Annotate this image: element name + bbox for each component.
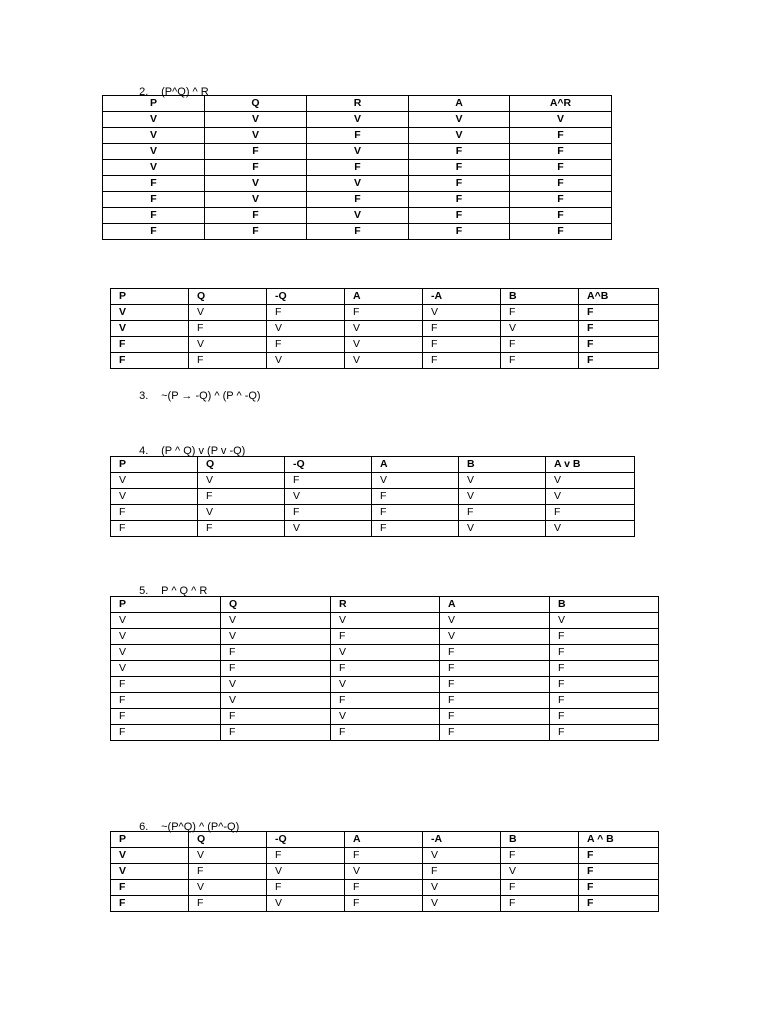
table-cell: V (267, 864, 345, 880)
table-cell: F (510, 208, 612, 224)
table-cell: F (423, 864, 501, 880)
table-cell: V (423, 305, 501, 321)
table-cell: F (198, 521, 285, 537)
heading-exercise-3 (133, 375, 261, 403)
column-header: Q (189, 832, 267, 848)
table-cell: V (550, 613, 659, 629)
table-cell: F (409, 224, 510, 240)
table-cell: V (198, 473, 285, 489)
table-cell: F (307, 160, 409, 176)
table-cell: F (345, 305, 423, 321)
heading-exercise-4 (133, 430, 245, 458)
table-row (111, 305, 659, 321)
table-cell: F (331, 661, 440, 677)
table-cell: V (409, 112, 510, 128)
table-row (111, 864, 659, 880)
table-cell: F (510, 160, 612, 176)
column-header: B (501, 832, 579, 848)
table-cell: F (550, 677, 659, 693)
table-cell: F (550, 661, 659, 677)
table-row (111, 521, 635, 537)
table-cell: V (267, 896, 345, 912)
table-cell: F (579, 880, 659, 896)
truth-table-exercise-4 (110, 456, 635, 537)
table-cell: F (111, 677, 221, 693)
table-cell: V (440, 613, 550, 629)
table-cell: F (189, 896, 267, 912)
table-cell: F (307, 224, 409, 240)
table-cell: F (111, 521, 198, 537)
table-cell: V (189, 305, 267, 321)
table-cell: V (345, 864, 423, 880)
table-cell: F (221, 725, 331, 741)
truth-table-exercise-6 (110, 831, 659, 912)
table-cell: F (267, 848, 345, 864)
table-cell: F (111, 337, 189, 353)
table-cell: V (307, 112, 409, 128)
table-cell: F (579, 848, 659, 864)
table-cell: F (579, 305, 659, 321)
table-cell: V (285, 521, 372, 537)
table-cell: F (221, 709, 331, 725)
table-row (111, 505, 635, 521)
column-header: P (111, 289, 189, 305)
table-cell: V (307, 208, 409, 224)
table-cell: V (111, 629, 221, 645)
table-cell: F (550, 725, 659, 741)
table-cell: F (267, 337, 345, 353)
table-cell: V (510, 112, 612, 128)
column-header: -A (423, 832, 501, 848)
table-cell: F (331, 725, 440, 741)
table-body (103, 96, 612, 240)
column-header: Q (198, 457, 285, 473)
column-header: P (111, 832, 189, 848)
column-header: A^R (510, 96, 612, 112)
table-cell: V (501, 321, 579, 337)
heading-exercise-5 (133, 570, 207, 598)
table-cell: F (111, 880, 189, 896)
column-header: A (345, 289, 423, 305)
table-cell: V (189, 880, 267, 896)
table-cell: F (550, 645, 659, 661)
table-cell: F (285, 473, 372, 489)
table-row (111, 337, 659, 353)
table-cell: V (331, 709, 440, 725)
table-body (111, 457, 635, 537)
truth-table-exercise-5 (110, 596, 659, 741)
table-row (103, 192, 612, 208)
table-cell: V (198, 505, 285, 521)
column-header: -Q (285, 457, 372, 473)
table-cell: V (111, 848, 189, 864)
table-row (111, 896, 659, 912)
table-cell: F (409, 176, 510, 192)
column-header: B (501, 289, 579, 305)
table-header-row (111, 832, 659, 848)
table-cell: V (111, 321, 189, 337)
table-cell: F (579, 337, 659, 353)
table-row (111, 848, 659, 864)
table-cell: V (103, 144, 205, 160)
table-cell: F (409, 144, 510, 160)
table-cell: F (103, 208, 205, 224)
table-row (111, 489, 635, 505)
table-row (103, 128, 612, 144)
table-row (111, 677, 659, 693)
table-cell: V (459, 489, 546, 505)
table-cell: V (111, 661, 221, 677)
table-cell: F (409, 208, 510, 224)
exercise-number: 5. (139, 585, 149, 597)
table-cell: V (221, 629, 331, 645)
table-row (103, 208, 612, 224)
table-cell: V (103, 112, 205, 128)
table-cell: V (111, 613, 221, 629)
table-cell: V (189, 848, 267, 864)
table-cell: F (501, 848, 579, 864)
exercise-number: 2. (139, 86, 149, 98)
truth-table-exercise-3 (110, 288, 659, 369)
table-cell: F (189, 864, 267, 880)
table-cell: V (331, 677, 440, 693)
table-cell: V (205, 128, 307, 144)
table-cell: F (501, 305, 579, 321)
exercise-formula: ~(P → -Q) ^ (P ^ -Q) (161, 390, 261, 402)
column-header: -Q (267, 289, 345, 305)
table-row (111, 473, 635, 489)
table-cell: F (189, 321, 267, 337)
table-row (111, 629, 659, 645)
column-header: A (345, 832, 423, 848)
table-cell: V (345, 337, 423, 353)
table-row (111, 880, 659, 896)
table-cell: V (221, 613, 331, 629)
table-row (103, 144, 612, 160)
table-cell: V (307, 176, 409, 192)
table-cell: V (546, 473, 635, 489)
table-row (111, 725, 659, 741)
table-cell: V (221, 677, 331, 693)
table-row (103, 176, 612, 192)
table-cell: F (111, 896, 189, 912)
table-cell: V (440, 629, 550, 645)
table-row (111, 645, 659, 661)
column-header: A^B (579, 289, 659, 305)
table-cell: F (440, 709, 550, 725)
table-cell: F (501, 337, 579, 353)
column-header: Q (205, 96, 307, 112)
table-cell: V (459, 521, 546, 537)
table-cell: V (205, 112, 307, 128)
table-cell: F (221, 661, 331, 677)
column-header: P (111, 457, 198, 473)
table-cell: V (285, 489, 372, 505)
table-cell: F (440, 725, 550, 741)
table-cell: V (409, 128, 510, 144)
exercise-formula: ~(P^Q) ^ (P^-Q) (161, 821, 240, 833)
truth-table-exercise-2 (102, 95, 612, 240)
column-header: B (550, 597, 659, 613)
column-header: A v B (546, 457, 635, 473)
column-header: A (440, 597, 550, 613)
column-header: -Q (267, 832, 345, 848)
table-cell: V (221, 693, 331, 709)
table-cell: V (331, 645, 440, 661)
table-cell: V (372, 473, 459, 489)
table-cell: V (423, 880, 501, 896)
exercise-number: 4. (139, 445, 149, 457)
column-header: Q (221, 597, 331, 613)
table-cell: F (546, 505, 635, 521)
table-cell: V (267, 321, 345, 337)
table-body (111, 597, 659, 741)
table-row (103, 112, 612, 128)
table-cell: V (103, 160, 205, 176)
table-cell: F (423, 353, 501, 369)
table-cell: F (423, 337, 501, 353)
table-cell: F (550, 693, 659, 709)
table-cell: F (103, 192, 205, 208)
table-cell: F (345, 880, 423, 896)
column-header: R (307, 96, 409, 112)
table-cell: F (331, 629, 440, 645)
table-cell: F (501, 353, 579, 369)
table-cell: F (510, 176, 612, 192)
table-cell: V (111, 489, 198, 505)
table-cell: V (103, 128, 205, 144)
heading-exercise-6 (133, 806, 239, 834)
table-cell: V (423, 848, 501, 864)
table-cell: F (221, 645, 331, 661)
table-cell: V (111, 864, 189, 880)
table-cell: V (423, 896, 501, 912)
table-cell: V (345, 353, 423, 369)
table-header-row (111, 289, 659, 305)
table-cell: F (111, 693, 221, 709)
table-row (111, 693, 659, 709)
table-cell: V (331, 613, 440, 629)
table-cell: F (501, 896, 579, 912)
table-cell: F (111, 709, 221, 725)
column-header: -A (423, 289, 501, 305)
table-cell: F (198, 489, 285, 505)
table-cell: F (111, 505, 198, 521)
table-cell: F (285, 505, 372, 521)
table-cell: F (345, 848, 423, 864)
table-header-row (111, 457, 635, 473)
table-row (111, 661, 659, 677)
table-cell: F (267, 305, 345, 321)
table-cell: V (205, 176, 307, 192)
table-cell: F (501, 880, 579, 896)
table-row (111, 321, 659, 337)
table-cell: V (459, 473, 546, 489)
table-cell: F (440, 661, 550, 677)
table-row (103, 160, 612, 176)
table-cell: F (205, 160, 307, 176)
column-header: P (103, 96, 205, 112)
table-cell: V (267, 353, 345, 369)
table-row (111, 613, 659, 629)
table-cell: F (372, 521, 459, 537)
table-cell: F (111, 353, 189, 369)
table-cell: F (409, 160, 510, 176)
table-cell: F (372, 489, 459, 505)
table-cell: F (345, 896, 423, 912)
table-cell: F (579, 896, 659, 912)
table-cell: V (501, 864, 579, 880)
table-cell: F (205, 208, 307, 224)
table-cell: V (546, 489, 635, 505)
table-row (103, 224, 612, 240)
table-cell: F (579, 353, 659, 369)
table-cell: F (103, 224, 205, 240)
table-cell: F (440, 693, 550, 709)
column-header: B (459, 457, 546, 473)
table-cell: V (546, 521, 635, 537)
table-header-row (103, 96, 612, 112)
table-cell: F (510, 144, 612, 160)
table-cell: F (550, 709, 659, 725)
table-cell: F (307, 192, 409, 208)
table-cell: F (372, 505, 459, 521)
table-cell: F (459, 505, 546, 521)
table-cell: V (189, 337, 267, 353)
table-cell: V (345, 321, 423, 337)
table-row (111, 353, 659, 369)
exercise-formula: (P ^ Q) v (P v -Q) (161, 445, 246, 457)
exercise-number: 6. (139, 821, 149, 833)
column-header: A ^ B (579, 832, 659, 848)
table-body (111, 832, 659, 912)
table-cell: F (510, 192, 612, 208)
table-cell: F (189, 353, 267, 369)
table-cell: F (307, 128, 409, 144)
table-cell: V (205, 192, 307, 208)
table-cell: F (267, 880, 345, 896)
table-cell: F (440, 677, 550, 693)
table-cell: F (205, 144, 307, 160)
column-header: R (331, 597, 440, 613)
table-cell: F (331, 693, 440, 709)
table-cell: F (579, 321, 659, 337)
column-header: A (409, 96, 510, 112)
exercise-number: 3. (139, 390, 149, 402)
table-cell: F (103, 176, 205, 192)
table-cell: F (440, 645, 550, 661)
column-header: Q (189, 289, 267, 305)
exercise-formula: P ^ Q ^ R (161, 585, 208, 597)
table-header-row (111, 597, 659, 613)
table-body (111, 289, 659, 369)
table-cell: F (111, 725, 221, 741)
table-cell: V (307, 144, 409, 160)
table-cell: F (510, 224, 612, 240)
exercise-formula: (P^Q) ^ R (161, 86, 209, 98)
table-row (111, 709, 659, 725)
table-cell: V (111, 645, 221, 661)
table-cell: F (510, 128, 612, 144)
column-header: P (111, 597, 221, 613)
table-cell: V (111, 473, 198, 489)
table-cell: F (423, 321, 501, 337)
table-cell: F (409, 192, 510, 208)
table-cell: F (550, 629, 659, 645)
table-cell: V (111, 305, 189, 321)
table-cell: F (579, 864, 659, 880)
column-header: A (372, 457, 459, 473)
table-cell: F (205, 224, 307, 240)
